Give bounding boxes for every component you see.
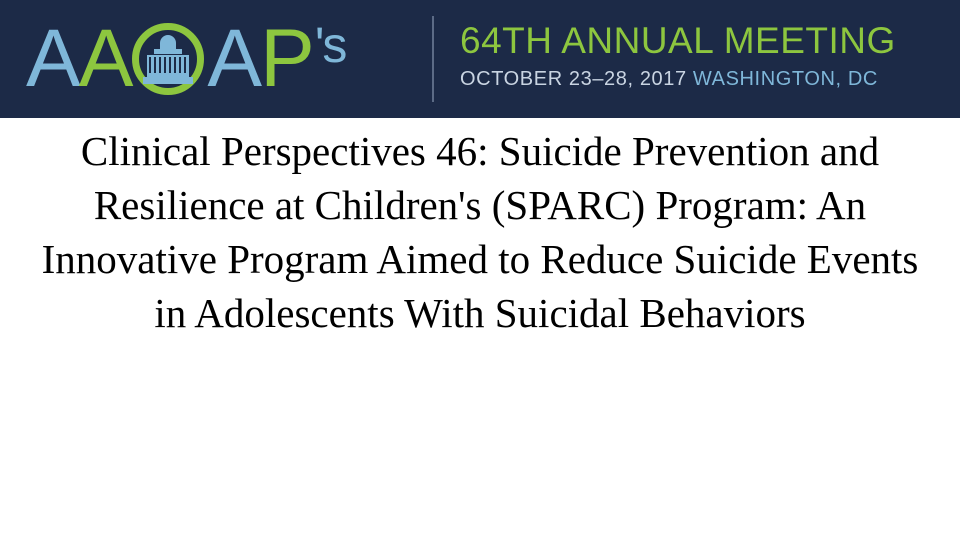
- meeting-dates: OCTOBER 23–28, 2017: [460, 68, 687, 90]
- meeting-info: [460, 20, 940, 91]
- logo-letter-a3: A: [207, 13, 261, 104]
- meeting-city: WASHINGTON, DC: [692, 68, 878, 90]
- slide-title-area: [30, 124, 930, 524]
- logo-letter-a2: A: [78, 13, 132, 104]
- conference-header-banner: [0, 0, 960, 118]
- aacap-logo: [0, 0, 420, 118]
- meeting-dates-location: [460, 68, 940, 91]
- capitol-dome-icon: [132, 19, 206, 99]
- aacap-wordmark: [26, 13, 346, 104]
- page-title: Clinical Perspectives 46: Suicide Prevention and Resilience at Children's (SPARC) Program: An Innovative Program Aimed to Reduce Suicide Events in Adolescents With Suicidal Behaviors: [41, 128, 919, 337]
- meeting-title: 64TH ANNUAL MEETING: [460, 20, 896, 61]
- logo-letter-p: P: [260, 13, 313, 104]
- logo-apostrophe-s: 's: [314, 17, 346, 73]
- banner-divider: [432, 16, 434, 102]
- logo-letter-a1: A: [26, 13, 79, 104]
